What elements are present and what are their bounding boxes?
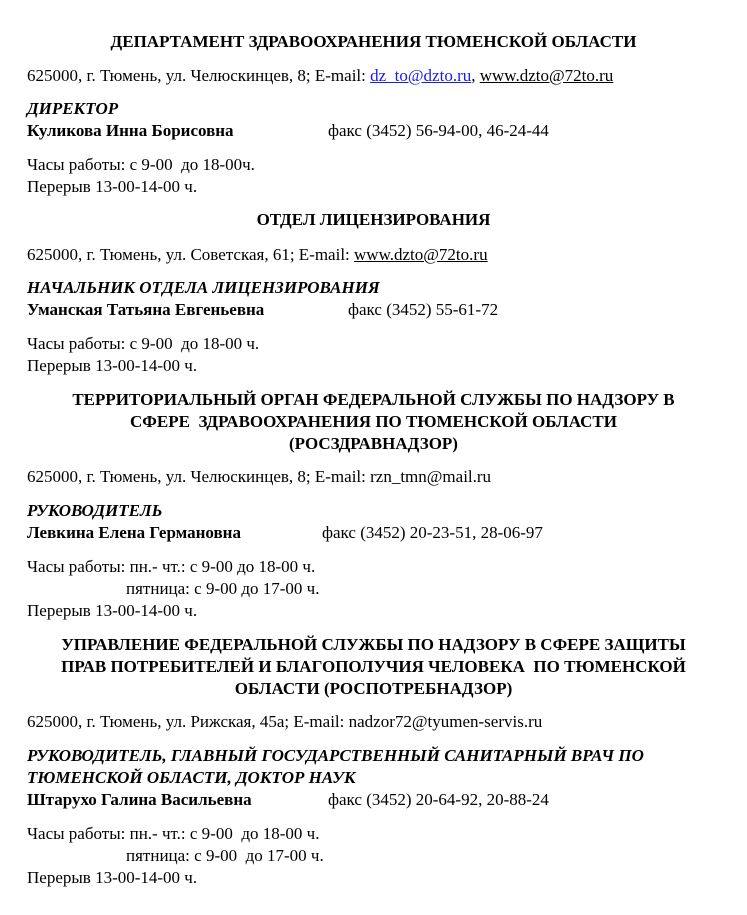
role-title-line: РУКОВОДИТЕЛЬ, ГЛАВНЫЙ ГОСУДАРСТВЕННЫЙ САНИТАРНЫЙ ВРАЧ ПО — [27, 746, 644, 765]
person-name: Куликова Инна Борисовна — [27, 121, 234, 140]
working-hours: Часы работы: с 9-00 до 18-00ч. — [27, 155, 255, 174]
role-title: НАЧАЛЬНИК ОТДЕЛА ЛИЦЕНЗИРОВАНИЯ — [27, 278, 380, 297]
role-title: ДИРЕКТОР — [27, 99, 119, 118]
break-time: Перерыв 13-00-14-00 ч. — [27, 356, 198, 375]
working-hours: Часы работы: с 9-00 до 18-00 ч. — [27, 334, 260, 353]
fax-number: факс (3452) 20-23-51, 28-06-97 — [322, 523, 543, 542]
break-time: Перерыв 13-00-14-00 ч. — [27, 601, 198, 620]
working-hours: Часы работы: пн.- чт.: с 9-00 до 18-00 ч. — [27, 824, 320, 843]
section-title: ДЕПАРТАМЕНТ ЗДРАВООХРАНЕНИЯ ТЮМЕНСКОЙ ОБЛАСТИ — [110, 32, 637, 51]
person-name: Уманская Татьяна Евгеньевна — [27, 300, 265, 319]
section-title-line: ПРАВ ПОТРЕБИТЕЛЕЙ И БЛАГОПОЛУЧИЯ ЧЕЛОВЕКА ПО ТЮМЕНСКОЙ — [61, 657, 686, 676]
working-hours-friday: пятница: с 9-00 до 17-00 ч. — [126, 846, 324, 865]
section-title-line: ОБЛАСТИ (РОСПОТРЕБНАДЗОР) — [234, 679, 513, 698]
working-hours-friday: пятница: с 9-00 до 17-00 ч. — [126, 579, 320, 598]
fax-number: факс (3452) 55-61-72 — [348, 300, 499, 319]
break-time: Перерыв 13-00-14-00 ч. — [27, 868, 198, 887]
fax-number: факс (3452) 56-94-00, 46-24-44 — [328, 121, 549, 140]
person-name: Штарухо Галина Васильевна — [27, 790, 252, 809]
role-title: РУКОВОДИТЕЛЬ — [27, 501, 163, 520]
section-title-line: СФЕРЕ ЗДРАВООХРАНЕНИЯ ПО ТЮМЕНСКОЙ ОБЛАСТИ — [130, 412, 617, 431]
section-title-line: (РОСЗДРАВНАДЗОР) — [289, 434, 458, 453]
person-name: Левкина Елена Германовна — [27, 523, 241, 542]
email-link[interactable]: dz_to@dzto.ru — [370, 66, 472, 85]
website-link[interactable]: www.dzto@72to.ru — [479, 66, 614, 85]
address-line: 625000, г. Тюмень, ул. Челюскинцев, 8; E-mail: rzn_tmn@mail.ru — [27, 467, 492, 486]
separator: , — [471, 66, 480, 85]
address-line: 625000, г. Тюмень, ул. Рижская, 45а; E-mail: nadzor72@tyumen-servis.ru — [27, 712, 543, 731]
section-title: ОТДЕЛ ЛИЦЕНЗИРОВАНИЯ — [256, 210, 491, 229]
section-title-line: ТЕРРИТОРИАЛЬНЫЙ ОРГАН ФЕДЕРАЛЬНОЙ СЛУЖБЫ ПО НАДЗОРУ В — [72, 390, 675, 409]
section-title-line: УПРАВЛЕНИЕ ФЕДЕРАЛЬНОЙ СЛУЖБЫ ПО НАДЗОРУ В СФЕРЕ ЗАЩИТЫ — [61, 635, 686, 654]
address-line — [27, 65, 613, 87]
role-title-line: ТЮМЕНСКОЙ ОБЛАСТИ, ДОКТОР НАУК — [27, 768, 356, 787]
fax-number: факс (3452) 20-64-92, 20-88-24 — [328, 790, 549, 809]
address-text: 625000, г. Тюмень, ул. Челюскинцев, 8; E-mail: — [27, 66, 371, 85]
website-link[interactable]: www.dzto@72to.ru — [354, 245, 488, 264]
address-line — [27, 244, 488, 266]
break-time: Перерыв 13-00-14-00 ч. — [27, 177, 198, 196]
address-text: 625000, г. Тюмень, ул. Советская, 61; E-mail: — [27, 245, 355, 264]
working-hours: Часы работы: пн.- чт.: с 9-00 до 18-00 ч. — [27, 557, 316, 576]
